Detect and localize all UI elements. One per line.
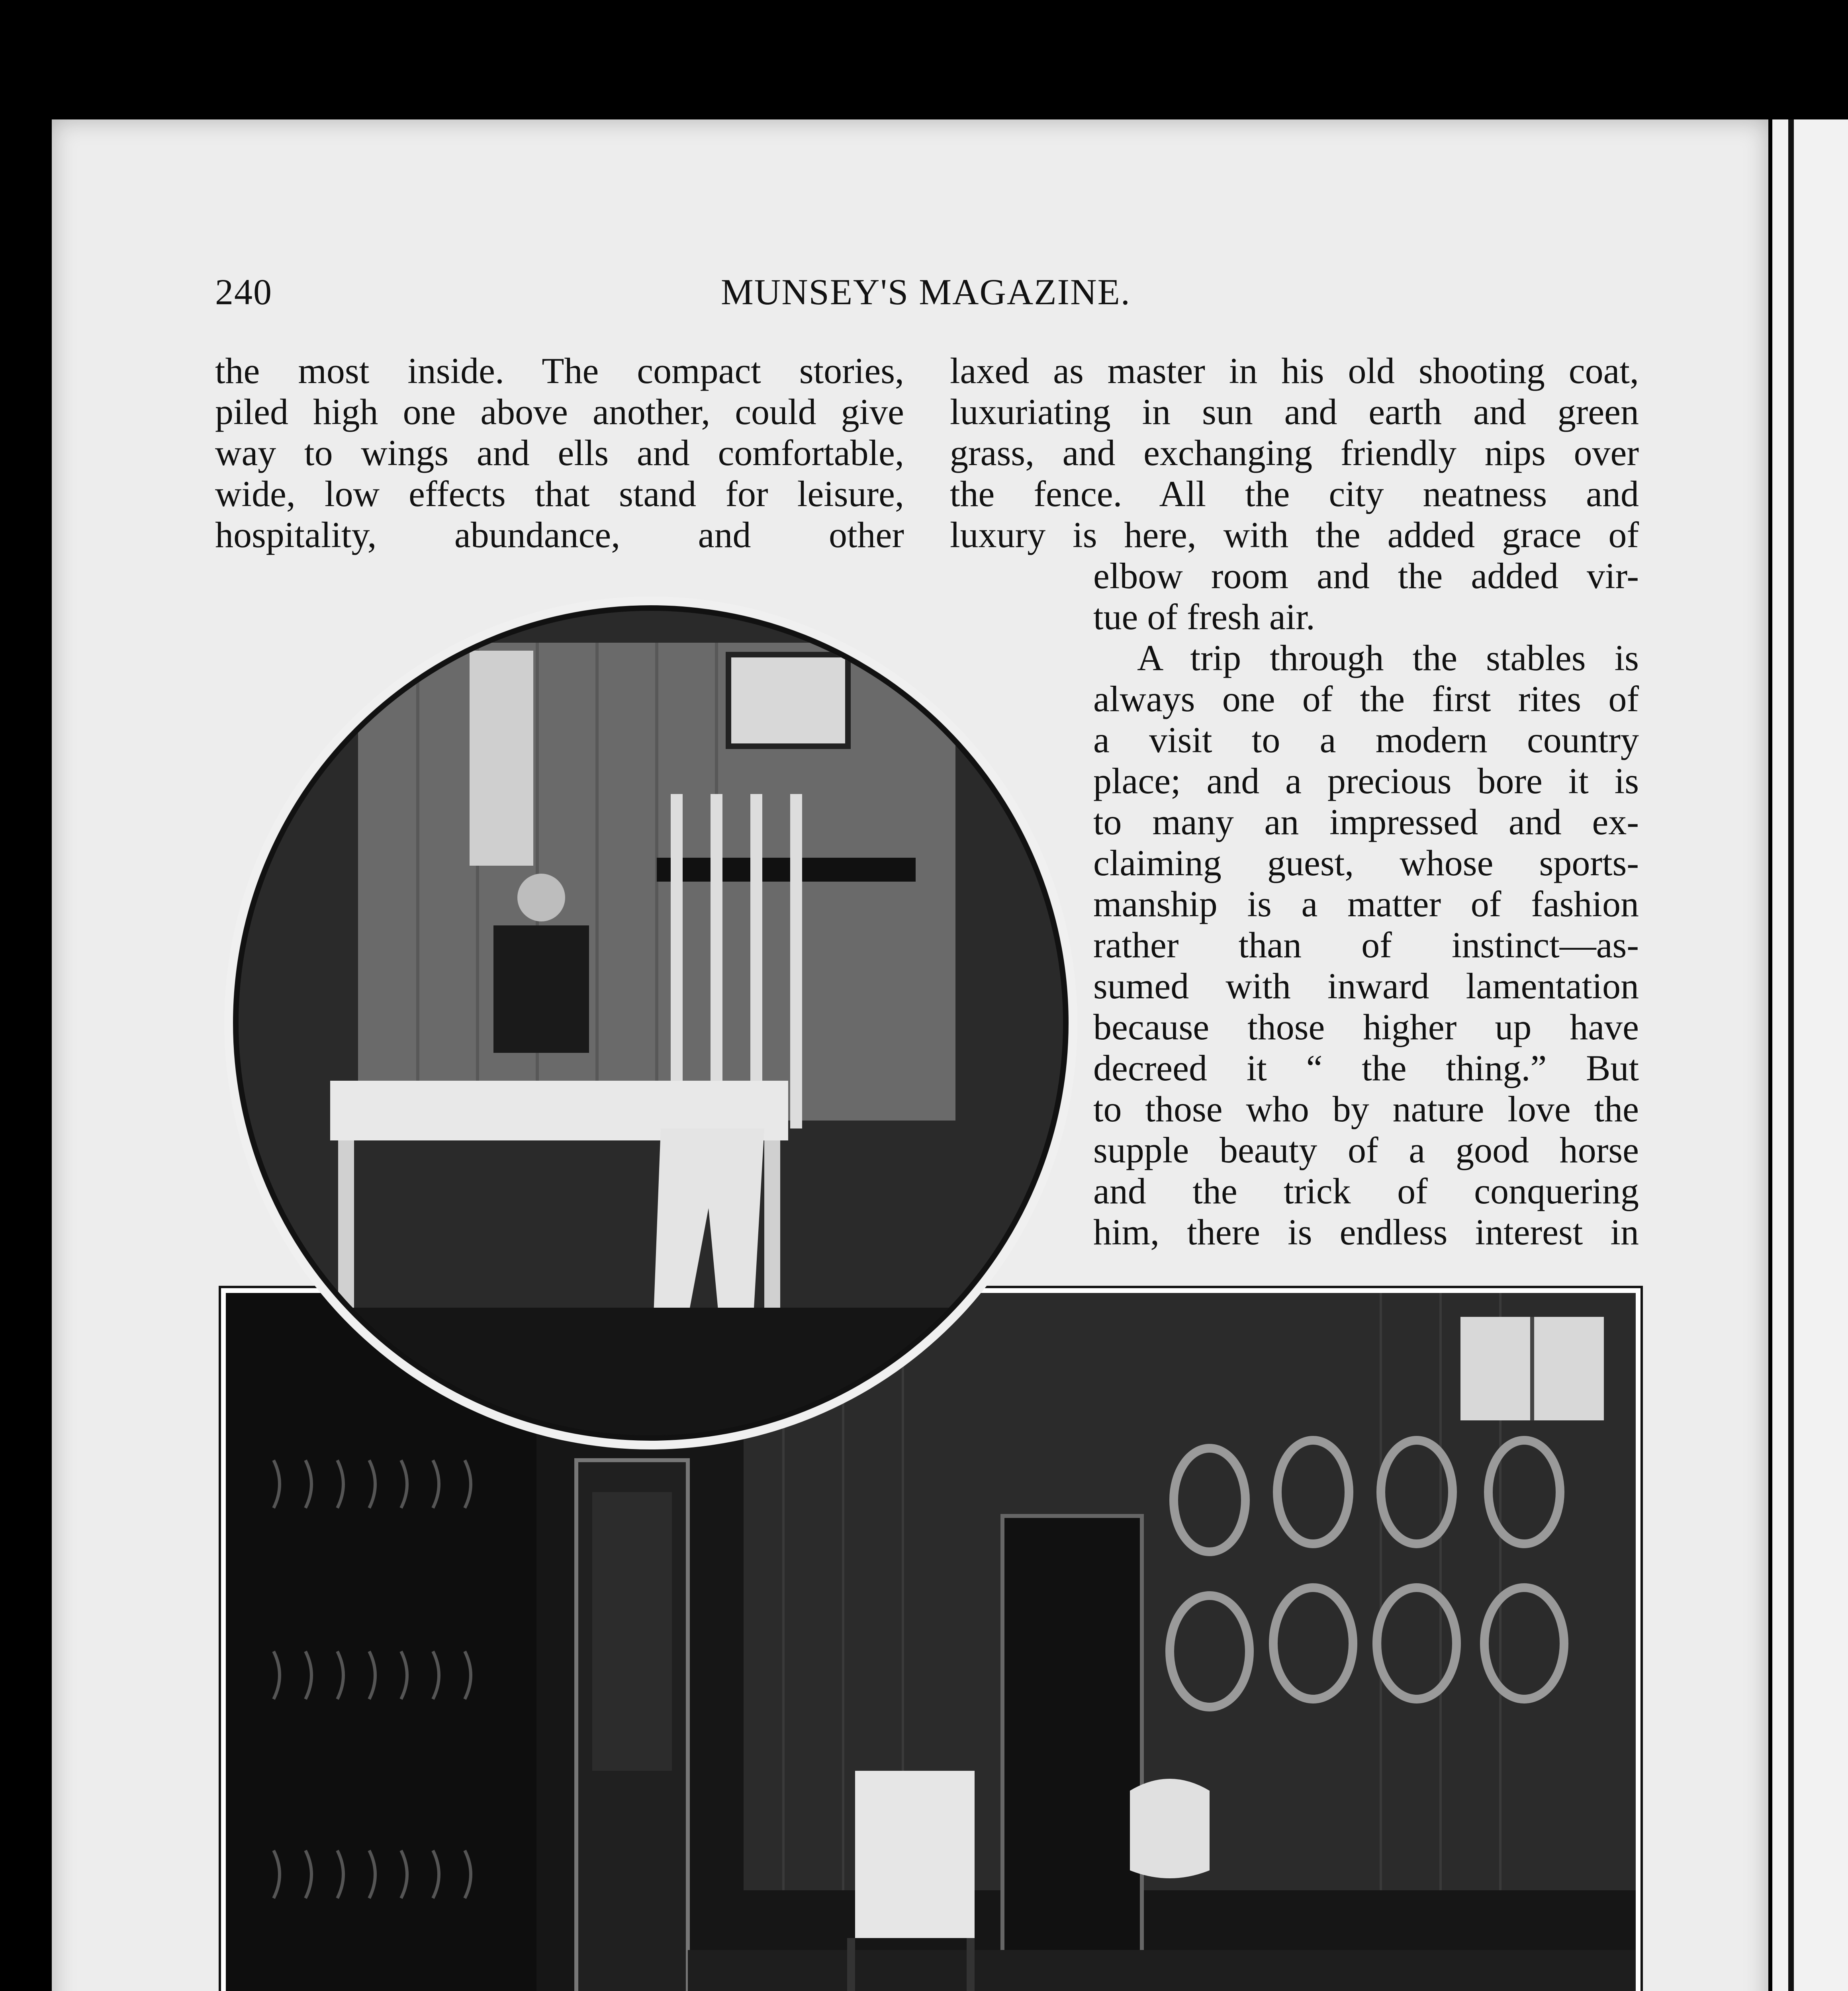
text-line: tue of fresh air. [1093,597,1315,637]
text-line: sumed with inward lamentation [1093,966,1639,1006]
text-line: luxuriating in sun and earth and green [950,391,1639,432]
running-title: MUNSEY'S MAGAZINE. [721,272,1131,312]
text-line: because those higher up have [1093,1007,1639,1047]
text-line: laxed as master in his old shooting coat, [950,350,1639,391]
text-line: the fence. All the city neatness and [950,473,1639,514]
facing-page-edge [1772,119,1848,1991]
text-line: way to wings and ells and comfortable, [215,432,904,473]
text-line: him, there is endless interest in [1093,1212,1639,1252]
text-line: piled high one above another, could give [215,391,904,432]
harness-room-illustration [226,1293,1636,1991]
text-line: rather than of instinct—as- [1093,925,1639,965]
text-line: place; and a precious bore it is [1093,761,1639,801]
text-column-right-narrow [1093,555,1639,1253]
text-line: supple beauty of a good horse [1093,1130,1639,1170]
harness-maker-photo [233,605,1069,1441]
text-line: to many an impressed and ex- [1093,802,1639,842]
page-gutter [1788,119,1794,1991]
workshop-illustration [239,611,1063,1435]
text-line: a visit to a modern country [1093,720,1639,760]
text-line: grass, and exchanging friendly nips over [950,432,1639,473]
text-line: the most inside. The compact stories, [215,350,904,391]
text-line: elbow room and the added vir- [1093,555,1639,596]
text-line: manship is a matter of fashion [1093,884,1639,924]
text-column-left-top [215,350,904,555]
page-number: 240 [215,272,272,312]
text-line: decreed it “ the thing.” But [1093,1048,1639,1088]
text-line: A trip through the stables is [1137,638,1639,678]
text-line: luxury is here, with the added grace of [950,514,1639,555]
text-column-right-top [950,350,1639,555]
harness-room-photo [221,1288,1640,1991]
text-line: claiming guest, whose sports- [1093,843,1639,883]
text-line: and the trick of conquering [1093,1171,1639,1211]
text-line: wide, low effects that stand for leisure, [215,473,904,514]
text-line: always one of the first rites of [1093,679,1639,719]
text-line: to those who by nature love the [1093,1089,1639,1129]
text-line: hospitality, abundance, and other [215,514,904,555]
